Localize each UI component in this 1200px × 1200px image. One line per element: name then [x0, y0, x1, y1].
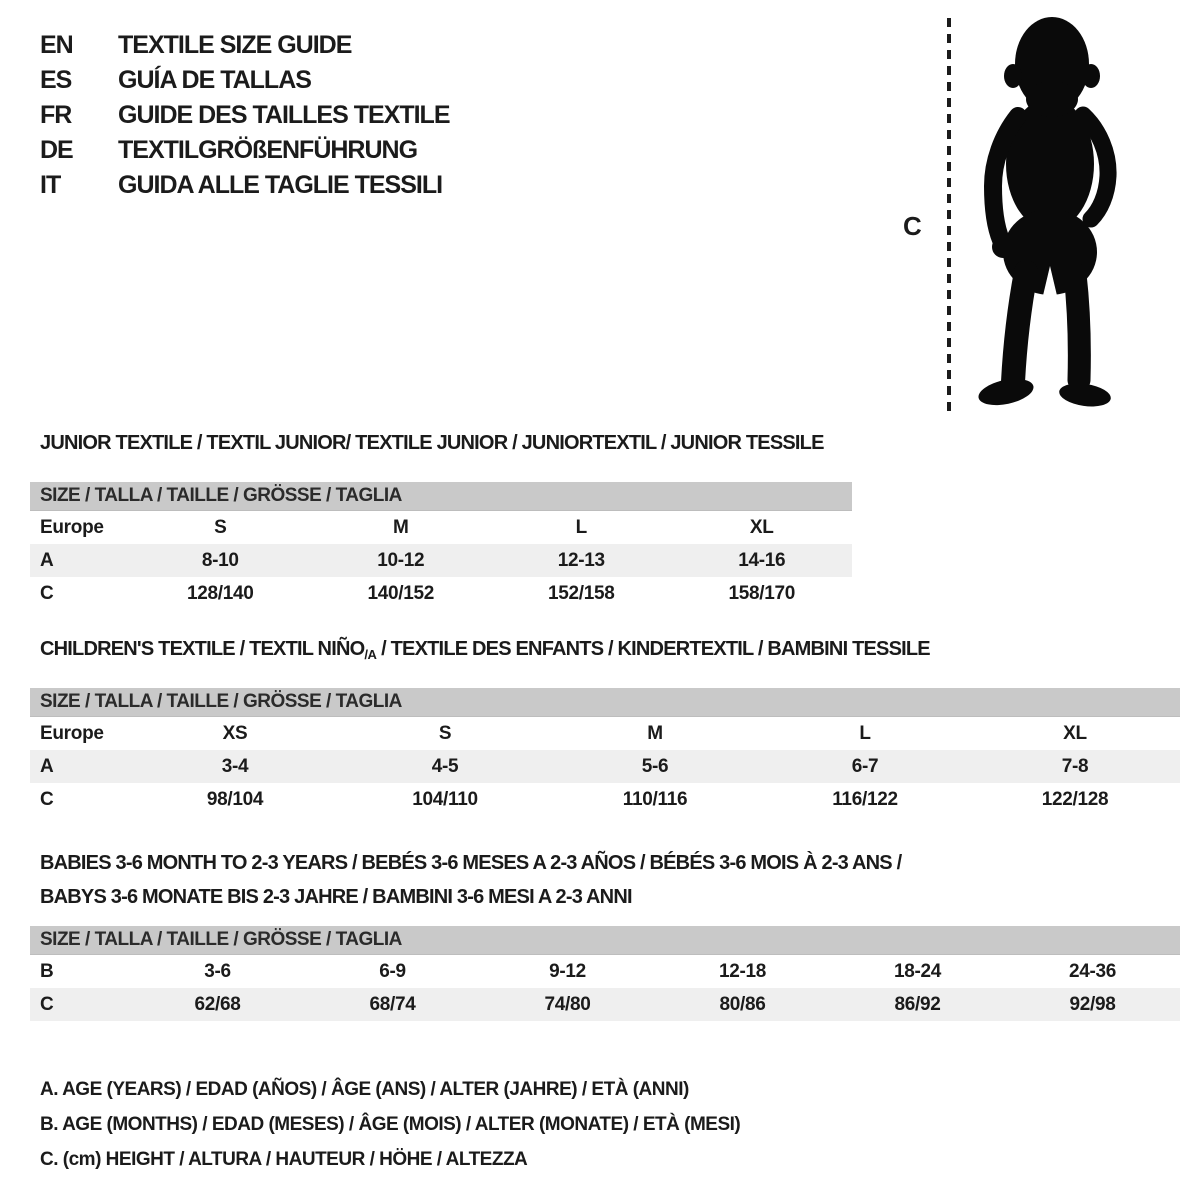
language-code: FR [40, 101, 72, 129]
language-code: DE [40, 136, 73, 164]
table-row [30, 717, 1180, 750]
table-row [30, 577, 852, 610]
size-cell: 104/110 [412, 788, 478, 810]
size-header-label: SIZE / TALLA / TAILLE / GRÖSSE / TAGLIA [40, 691, 402, 712]
size-cell: 14-16 [738, 549, 786, 571]
legend-line-a: A. AGE (YEARS) / EDAD (AÑOS) / ÂGE (ANS) / ALTER (JAHRE) / ETÀ (ANNI) [40, 1079, 689, 1100]
size-cell: 3-4 [221, 755, 249, 777]
children-title-text: CHILDREN'S TEXTILE / TEXTIL NIÑO [40, 638, 365, 660]
children-title-text: / TEXTILE DES ENFANTS / KINDERTEXTIL / BAMBINI TESSILE [376, 638, 930, 660]
row-label: A [40, 549, 54, 571]
size-cell: 9-12 [549, 960, 586, 982]
size-cell: 140/152 [367, 582, 435, 604]
children-title-subscript: /A [364, 647, 377, 662]
size-cell: 12-18 [718, 960, 767, 982]
size-cell: 152/158 [547, 582, 615, 604]
size-cell: 3-6 [204, 960, 231, 982]
measurement-legend [40, 1072, 740, 1177]
toddler-silhouette-image [964, 14, 1134, 414]
height-measure-line [947, 18, 951, 416]
size-cell: 4-5 [431, 755, 459, 777]
size-cell: 62/68 [194, 993, 241, 1015]
language-row [40, 98, 450, 133]
language-code: ES [40, 66, 72, 94]
size-cell: XL [749, 516, 774, 538]
row-label: C [40, 993, 54, 1015]
table-row [30, 988, 1180, 1021]
guide-title: TEXTILE SIZE GUIDE [118, 31, 352, 59]
row-label: Europe [40, 722, 104, 744]
table-row [30, 750, 1180, 783]
size-cell: 7-8 [1061, 755, 1089, 777]
legend-line-c: C. (cm) HEIGHT / ALTURA / HAUTEUR / HÖHE / ALTEZZA [40, 1149, 528, 1170]
language-code: EN [40, 31, 73, 59]
language-row [40, 63, 450, 98]
size-header-bar [30, 482, 852, 511]
size-header-label: SIZE / TALLA / TAILLE / GRÖSSE / TAGLIA [40, 929, 402, 950]
size-cell: 128/140 [186, 582, 254, 604]
guide-title: TEXTILGRÖßENFÜHRUNG [118, 136, 418, 164]
size-cell: 24-36 [1068, 960, 1117, 982]
legend-line-b: B. AGE (MONTHS) / EDAD (MESES) / ÂGE (MOIS) / ALTER (MONATE) / ETÀ (MESI) [40, 1114, 741, 1135]
size-cell: 74/80 [544, 993, 591, 1015]
children-size-table [30, 688, 1180, 816]
size-cell: 80/86 [719, 993, 766, 1015]
guide-title: GUÍA DE TALLAS [118, 66, 311, 94]
table-row [30, 783, 1180, 816]
size-cell: 116/122 [832, 788, 898, 810]
size-cell: 6-7 [851, 755, 879, 777]
size-cell: M [392, 516, 409, 538]
language-row [40, 28, 450, 63]
size-cell: 5-6 [641, 755, 669, 777]
size-cell: 98/104 [206, 788, 264, 810]
junior-section-title: JUNIOR TEXTILE / TEXTIL JUNIOR/ TEXTILE JUNIOR / JUNIORTEXTIL / JUNIOR TESSILE [40, 432, 824, 454]
size-header-label: SIZE / TALLA / TAILLE / GRÖSSE / TAGLIA [40, 485, 402, 506]
table-row [30, 544, 852, 577]
babies-title-line1: BABIES 3-6 MONTH TO 2-3 YEARS / BEBÉS 3-6 MESES A 2-3 AÑOS / BÉBÉS 3-6 MOIS À 2-3 ANS / [40, 852, 902, 874]
size-cell: S [438, 722, 452, 744]
language-code: IT [40, 171, 61, 199]
size-cell: 12-13 [557, 549, 605, 571]
size-cell: 158/170 [728, 582, 796, 604]
size-cell: XL [1063, 722, 1087, 744]
height-measure-label: C [903, 211, 922, 241]
size-cell: 68/74 [369, 993, 416, 1015]
size-cell: 18-24 [893, 960, 942, 982]
size-cell: 110/116 [622, 788, 688, 810]
language-row [40, 133, 450, 168]
table-row [30, 511, 852, 544]
size-header-bar [30, 688, 1180, 717]
size-cell: L [575, 516, 587, 538]
row-label: Europe [40, 516, 104, 538]
size-cell: 10-12 [377, 549, 425, 571]
babies-size-table [30, 926, 1180, 1021]
language-row [40, 168, 450, 203]
size-cell: 8-10 [201, 549, 239, 571]
size-cell: 122/128 [1041, 788, 1109, 810]
size-cell: M [647, 722, 663, 744]
guide-title: GUIDA ALLE TAGLIE TESSILI [118, 171, 443, 199]
size-cell: L [859, 722, 871, 744]
babies-section-title [40, 846, 901, 914]
row-label: C [40, 788, 54, 810]
table-row [30, 955, 1180, 988]
size-header-bar [30, 926, 1180, 955]
children-section-title [40, 638, 930, 662]
size-cell: 86/92 [894, 993, 941, 1015]
size-cell: S [214, 516, 227, 538]
size-cell: 6-9 [379, 960, 406, 982]
babies-title-line2: BABYS 3-6 MONATE BIS 2-3 JAHRE / BAMBINI 3-6 MESI A 2-3 ANNI [40, 886, 632, 908]
size-cell: 92/98 [1069, 993, 1116, 1015]
guide-title: GUIDE DES TAILLES TEXTILE [118, 101, 450, 129]
junior-size-table [30, 482, 852, 610]
row-label: B [40, 960, 54, 982]
language-title-list [40, 28, 450, 203]
size-cell: XS [222, 722, 248, 744]
row-label: A [40, 755, 54, 777]
row-label: C [40, 582, 54, 604]
